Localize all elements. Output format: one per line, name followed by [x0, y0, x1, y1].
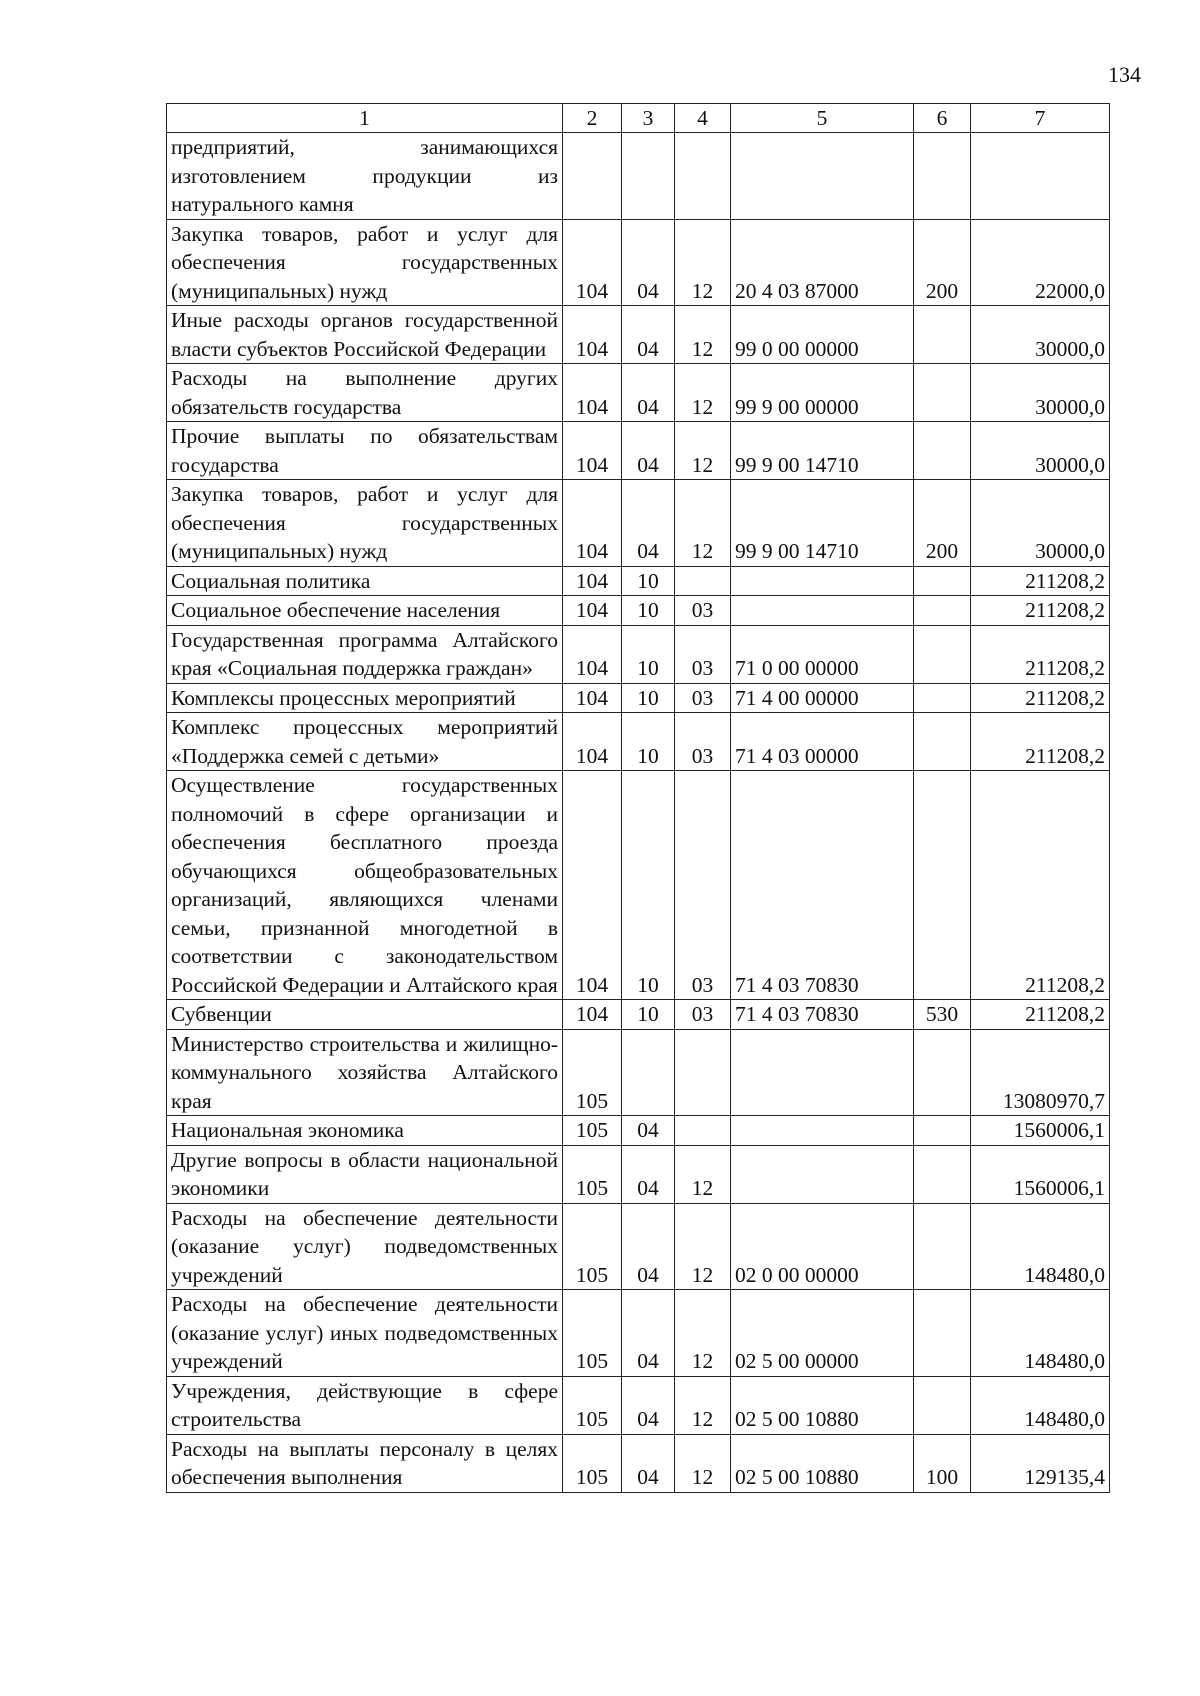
cell-subsection-code: 12	[675, 219, 731, 306]
cell-section-code: 10	[622, 596, 675, 626]
cell-name: Министерство строительства и жилищно-коммунального хозяйства Алтайского края	[167, 1029, 563, 1116]
cell-amount: 30000,0	[971, 364, 1110, 422]
table-row	[167, 596, 1110, 626]
cell-target-article	[731, 1116, 914, 1146]
cell-department-code: 105	[563, 1290, 622, 1377]
table-row	[167, 683, 1110, 713]
header-col-5: 5	[731, 104, 914, 133]
cell-name: Расходы на выплаты персоналу в целях обеспечения выполнения	[167, 1434, 563, 1492]
cell-target-article: 71 4 03 70830	[731, 1000, 914, 1030]
cell-expense-type	[914, 1290, 971, 1377]
cell-name: Расходы на выполнение других обязательств государства	[167, 364, 563, 422]
cell-section-code: 04	[622, 1145, 675, 1203]
header-col-7: 7	[971, 104, 1110, 133]
cell-target-article	[731, 566, 914, 596]
cell-name: Государственная программа Алтайского края «Социальная поддержка граждан»	[167, 625, 563, 683]
header-col-2: 2	[563, 104, 622, 133]
table-row	[167, 480, 1110, 567]
cell-amount: 129135,4	[971, 1434, 1110, 1492]
cell-subsection-code: 03	[675, 713, 731, 771]
cell-name: Прочие выплаты по обязательствам государства	[167, 422, 563, 480]
cell-subsection-code	[675, 133, 731, 220]
cell-department-code: 104	[563, 306, 622, 364]
cell-subsection-code	[675, 1029, 731, 1116]
cell-amount: 211208,2	[971, 771, 1110, 1000]
table-row	[167, 1116, 1110, 1146]
cell-section-code: 10	[622, 625, 675, 683]
table-row	[167, 713, 1110, 771]
cell-department-code: 104	[563, 625, 622, 683]
cell-section-code: 04	[622, 480, 675, 567]
cell-amount: 1560006,1	[971, 1145, 1110, 1203]
cell-target-article	[731, 1029, 914, 1116]
cell-section-code: 10	[622, 1000, 675, 1030]
table-row	[167, 1203, 1110, 1290]
cell-name: Закупка товаров, работ и услуг для обеспечения государственных (муниципальных) нужд	[167, 219, 563, 306]
cell-section-code: 04	[622, 1116, 675, 1146]
cell-target-article: 99 9 00 00000	[731, 364, 914, 422]
cell-section-code: 04	[622, 1290, 675, 1377]
cell-subsection-code: 03	[675, 771, 731, 1000]
cell-expense-type: 200	[914, 480, 971, 567]
cell-target-article: 99 9 00 14710	[731, 480, 914, 567]
cell-expense-type	[914, 133, 971, 220]
table-row	[167, 364, 1110, 422]
cell-section-code: 04	[622, 1203, 675, 1290]
cell-expense-type	[914, 625, 971, 683]
cell-name: Учреждения, действующие в сфере строительства	[167, 1376, 563, 1434]
cell-subsection-code: 03	[675, 1000, 731, 1030]
cell-section-code: 04	[622, 306, 675, 364]
cell-amount	[971, 133, 1110, 220]
cell-department-code: 105	[563, 1434, 622, 1492]
table-row	[167, 219, 1110, 306]
cell-subsection-code: 12	[675, 1203, 731, 1290]
cell-target-article: 02 5 00 00000	[731, 1290, 914, 1377]
cell-department-code: 104	[563, 364, 622, 422]
cell-target-article: 02 0 00 00000	[731, 1203, 914, 1290]
cell-subsection-code: 12	[675, 1434, 731, 1492]
header-col-1: 1	[167, 104, 563, 133]
table-row	[167, 771, 1110, 1000]
cell-name: Комплексы процессных мероприятий	[167, 683, 563, 713]
cell-name: Осуществление государственных полномочий в сфере организации и обеспечения бесплатного проезда обучающихся общеобразовательных организаций, являющихся членами семьи, признанной многодетной в соответствии с законодательством Российской Федерации и Алтайского края	[167, 771, 563, 1000]
cell-section-code	[622, 133, 675, 220]
cell-department-code: 105	[563, 1116, 622, 1146]
cell-subsection-code: 12	[675, 364, 731, 422]
cell-expense-type	[914, 1029, 971, 1116]
table-row	[167, 625, 1110, 683]
table-row	[167, 1434, 1110, 1492]
table-row	[167, 422, 1110, 480]
page-number: 134	[1108, 62, 1141, 87]
cell-department-code: 104	[563, 219, 622, 306]
cell-amount: 13080970,7	[971, 1029, 1110, 1116]
cell-subsection-code: 12	[675, 480, 731, 567]
header-col-4: 4	[675, 104, 731, 133]
cell-amount: 30000,0	[971, 306, 1110, 364]
header-col-3: 3	[622, 104, 675, 133]
cell-section-code: 04	[622, 422, 675, 480]
cell-expense-type	[914, 1203, 971, 1290]
cell-subsection-code: 12	[675, 1290, 731, 1377]
cell-name: Субвенции	[167, 1000, 563, 1030]
cell-subsection-code	[675, 1116, 731, 1146]
cell-subsection-code	[675, 566, 731, 596]
cell-name: Расходы на обеспечение деятельности (оказание услуг) подведомственных учреждений	[167, 1203, 563, 1290]
cell-section-code: 04	[622, 364, 675, 422]
cell-department-code	[563, 133, 622, 220]
cell-amount: 211208,2	[971, 713, 1110, 771]
cell-expense-type	[914, 771, 971, 1000]
cell-department-code: 104	[563, 422, 622, 480]
cell-department-code: 105	[563, 1145, 622, 1203]
cell-amount: 211208,2	[971, 1000, 1110, 1030]
table-body	[167, 133, 1110, 1493]
cell-department-code: 104	[563, 1000, 622, 1030]
cell-department-code: 104	[563, 683, 622, 713]
table-row	[167, 306, 1110, 364]
cell-section-code: 04	[622, 1434, 675, 1492]
cell-name: предприятий, занимающихся изготовлением продукции из натурального камня	[167, 133, 563, 220]
header-col-6: 6	[914, 104, 971, 133]
cell-name: Социальная политика	[167, 566, 563, 596]
cell-section-code	[622, 1029, 675, 1116]
cell-amount: 30000,0	[971, 480, 1110, 567]
cell-amount: 148480,0	[971, 1376, 1110, 1434]
cell-department-code: 104	[563, 566, 622, 596]
cell-name: Комплекс процессных мероприятий «Поддержка семей с детьми»	[167, 713, 563, 771]
cell-section-code: 10	[622, 566, 675, 596]
cell-target-article: 99 9 00 14710	[731, 422, 914, 480]
cell-expense-type	[914, 364, 971, 422]
cell-department-code: 104	[563, 771, 622, 1000]
cell-expense-type: 530	[914, 1000, 971, 1030]
cell-section-code: 10	[622, 713, 675, 771]
table-row	[167, 566, 1110, 596]
cell-target-article: 20 4 03 87000	[731, 219, 914, 306]
table-row	[167, 1000, 1110, 1030]
cell-department-code: 104	[563, 480, 622, 567]
cell-subsection-code: 12	[675, 422, 731, 480]
cell-amount: 30000,0	[971, 422, 1110, 480]
cell-expense-type	[914, 306, 971, 364]
cell-target-article: 71 4 03 00000	[731, 713, 914, 771]
table-row	[167, 1376, 1110, 1434]
cell-target-article: 02 5 00 10880	[731, 1376, 914, 1434]
cell-subsection-code: 03	[675, 625, 731, 683]
cell-amount: 211208,2	[971, 566, 1110, 596]
cell-target-article	[731, 596, 914, 626]
cell-name: Национальная экономика	[167, 1116, 563, 1146]
cell-expense-type	[914, 1116, 971, 1146]
cell-subsection-code: 03	[675, 683, 731, 713]
header-row	[167, 104, 1110, 133]
cell-expense-type	[914, 713, 971, 771]
budget-table	[166, 103, 1110, 1493]
cell-target-article	[731, 1145, 914, 1203]
cell-target-article: 02 5 00 10880	[731, 1434, 914, 1492]
cell-amount: 148480,0	[971, 1290, 1110, 1377]
cell-name: Закупка товаров, работ и услуг для обеспечения государственных (муниципальных) нужд	[167, 480, 563, 567]
cell-name: Иные расходы органов государственной власти субъектов Российской Федерации	[167, 306, 563, 364]
cell-department-code: 104	[563, 713, 622, 771]
cell-section-code: 10	[622, 683, 675, 713]
cell-target-article: 71 0 00 00000	[731, 625, 914, 683]
cell-amount: 211208,2	[971, 625, 1110, 683]
cell-amount: 1560006,1	[971, 1116, 1110, 1146]
cell-amount: 211208,2	[971, 683, 1110, 713]
cell-expense-type	[914, 683, 971, 713]
cell-expense-type	[914, 596, 971, 626]
table-row	[167, 1290, 1110, 1377]
cell-subsection-code: 12	[675, 1376, 731, 1434]
cell-name: Расходы на обеспечение деятельности (оказание услуг) иных подведомственных учреждений	[167, 1290, 563, 1377]
cell-expense-type	[914, 1145, 971, 1203]
cell-amount: 211208,2	[971, 596, 1110, 626]
cell-section-code: 04	[622, 219, 675, 306]
cell-subsection-code: 12	[675, 306, 731, 364]
cell-expense-type	[914, 1376, 971, 1434]
cell-department-code: 104	[563, 596, 622, 626]
cell-expense-type: 200	[914, 219, 971, 306]
cell-target-article: 71 4 03 70830	[731, 771, 914, 1000]
table-row	[167, 1145, 1110, 1203]
cell-target-article: 99 0 00 00000	[731, 306, 914, 364]
cell-section-code: 10	[622, 771, 675, 1000]
cell-name: Другие вопросы в области национальной экономики	[167, 1145, 563, 1203]
cell-amount: 148480,0	[971, 1203, 1110, 1290]
cell-department-code: 105	[563, 1376, 622, 1434]
cell-section-code: 04	[622, 1376, 675, 1434]
cell-expense-type: 100	[914, 1434, 971, 1492]
cell-target-article: 71 4 00 00000	[731, 683, 914, 713]
cell-subsection-code: 12	[675, 1145, 731, 1203]
table-row	[167, 1029, 1110, 1116]
cell-department-code: 105	[563, 1203, 622, 1290]
cell-department-code: 105	[563, 1029, 622, 1116]
cell-expense-type	[914, 566, 971, 596]
cell-expense-type	[914, 422, 971, 480]
cell-amount: 22000,0	[971, 219, 1110, 306]
cell-subsection-code: 03	[675, 596, 731, 626]
cell-name: Социальное обеспечение населения	[167, 596, 563, 626]
table-row	[167, 133, 1110, 220]
cell-target-article	[731, 133, 914, 220]
